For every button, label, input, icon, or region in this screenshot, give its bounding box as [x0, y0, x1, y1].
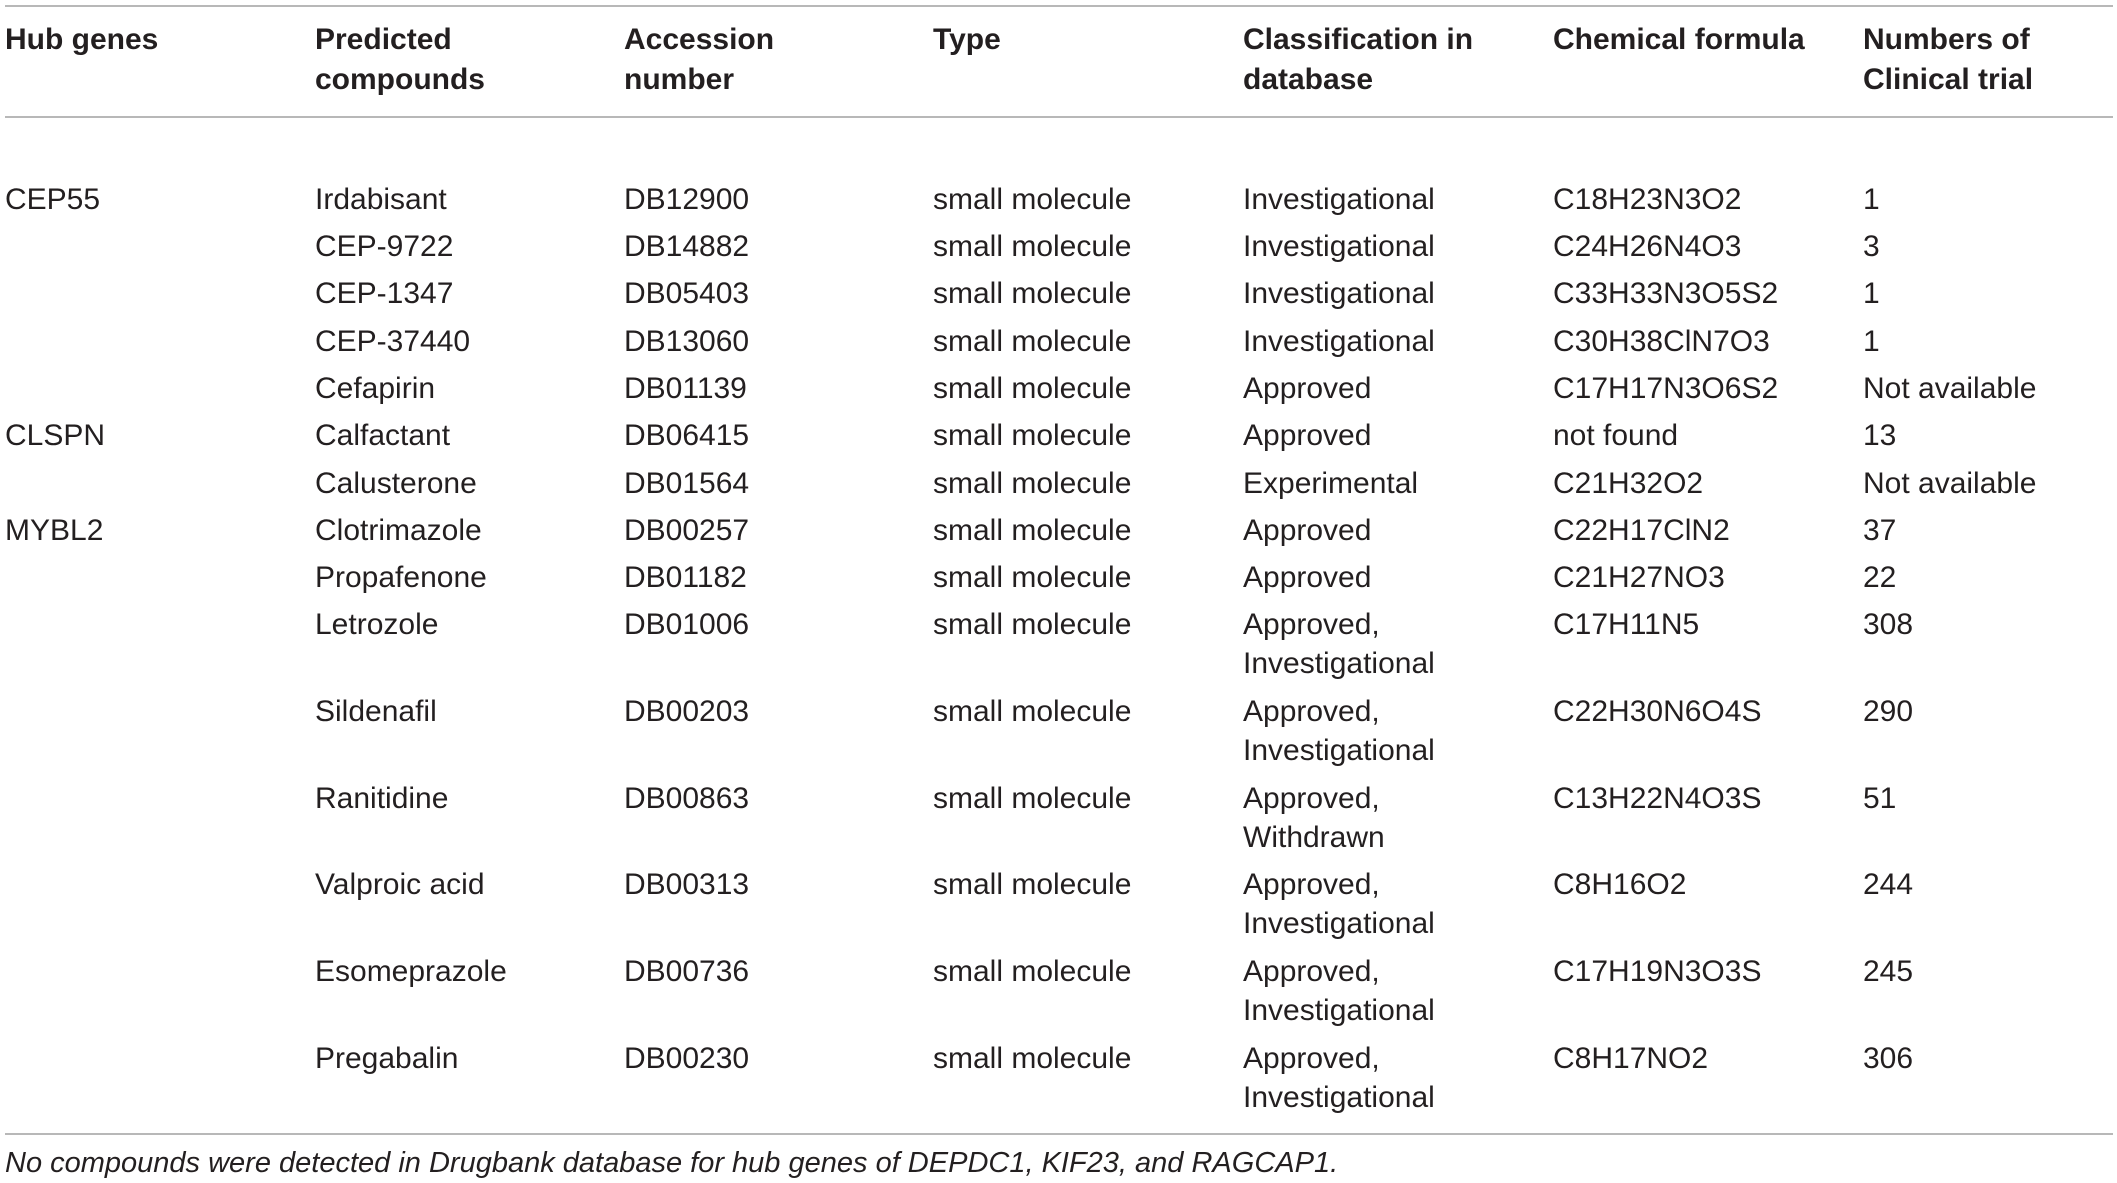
cell-formula: C21H32O2: [1553, 467, 1704, 500]
cell-trials: 1: [1863, 277, 1880, 310]
column-header-accession: Accession number: [624, 23, 775, 96]
cell-compound: Valproic acid: [315, 868, 485, 901]
cell-accession: DB01006: [624, 608, 750, 641]
cell-gene: CLSPN: [5, 419, 106, 452]
cell-classification: Approved: [1243, 419, 1372, 452]
cell-compound: Cefapirin: [315, 372, 436, 405]
cell-formula: C17H17N3O6S2: [1553, 372, 1779, 405]
cell-compound: Propafenone: [315, 561, 487, 594]
cell-compound: CEP-37440: [315, 325, 471, 358]
cell-classification: Investigational: [1243, 230, 1435, 263]
cell-accession: DB00313: [624, 868, 750, 901]
cell-accession: DB00863: [624, 782, 750, 815]
cell-trials: 244: [1863, 868, 1914, 901]
column-header-formula: Chemical formula: [1553, 23, 1805, 56]
column-header-type: Type: [933, 23, 1001, 56]
cell-trials: 245: [1863, 955, 1914, 988]
cell-compound: Sildenafil: [315, 695, 437, 728]
cell-type: small molecule: [933, 325, 1132, 358]
cell-accession: DB00736: [624, 955, 750, 988]
cell-classification: Approved, Withdrawn: [1243, 782, 1385, 854]
cell-type: small molecule: [933, 955, 1132, 988]
cell-accession: DB06415: [624, 419, 750, 452]
cell-type: small molecule: [933, 514, 1132, 547]
cell-formula: C17H11N5: [1553, 608, 1700, 641]
cell-trials: 13: [1863, 419, 1897, 452]
cell-trials: Not available: [1863, 467, 2037, 500]
cell-formula: C21H27NO3: [1553, 561, 1725, 594]
cell-accession: DB01139: [624, 372, 747, 405]
cell-formula: C8H17NO2: [1553, 1042, 1709, 1075]
cell-formula: C22H17ClN2: [1553, 514, 1730, 547]
cell-type: small molecule: [933, 561, 1132, 594]
cell-classification: Experimental: [1243, 467, 1419, 500]
cell-type: small molecule: [933, 277, 1132, 310]
cell-formula: C30H38ClN7O3: [1553, 325, 1770, 358]
cell-type: small molecule: [933, 868, 1132, 901]
cell-formula: C33H33N3O5S2: [1553, 277, 1779, 310]
table-header-rule: [5, 116, 2113, 118]
cell-type: small molecule: [933, 230, 1132, 263]
column-header-classification: Classification in database: [1243, 23, 1474, 96]
cell-classification: Investigational: [1243, 325, 1435, 358]
cell-accession: DB00257: [624, 514, 750, 547]
cell-accession: DB05403: [624, 277, 750, 310]
cell-type: small molecule: [933, 782, 1132, 815]
cell-accession: DB00230: [624, 1042, 750, 1075]
cell-trials: 37: [1863, 514, 1897, 547]
cell-compound: Letrozole: [315, 608, 439, 641]
cell-accession: DB12900: [624, 183, 750, 216]
cell-classification: Investigational: [1243, 183, 1435, 216]
cell-trials: 308: [1863, 608, 1914, 641]
cell-formula: C8H16O2: [1553, 868, 1687, 901]
cell-accession: DB00203: [624, 695, 750, 728]
cell-trials: Not available: [1863, 372, 2037, 405]
cell-compound: Calusterone: [315, 467, 477, 500]
cell-trials: 1: [1863, 183, 1880, 216]
cell-type: small molecule: [933, 608, 1132, 641]
column-header-compound: Predicted compounds: [315, 23, 485, 96]
cell-compound: CEP-1347: [315, 277, 454, 310]
cell-accession: DB01182: [624, 561, 747, 594]
column-header-gene: Hub genes: [5, 23, 159, 56]
cell-classification: Approved, Investigational: [1243, 608, 1435, 680]
cell-compound: Calfactant: [315, 419, 451, 452]
cell-type: small molecule: [933, 183, 1132, 216]
cell-compound: Pregabalin: [315, 1042, 459, 1075]
cell-type: small molecule: [933, 419, 1132, 452]
cell-formula: not found: [1553, 419, 1679, 452]
table-footnote: No compounds were detected in Drugbank database for hub genes of DEPDC1, KIF23, and RAGCAP1.: [5, 1147, 1339, 1179]
column-header-trials: Numbers of Clinical trial: [1863, 23, 2034, 96]
cell-trials: 51: [1863, 782, 1897, 815]
cell-classification: Approved: [1243, 561, 1372, 594]
cell-accession: DB01564: [624, 467, 750, 500]
cell-type: small molecule: [933, 695, 1132, 728]
cell-trials: 3: [1863, 230, 1880, 263]
cell-classification: Approved, Investigational: [1243, 1042, 1435, 1114]
cell-compound: CEP-9722: [315, 230, 454, 263]
cell-compound: Irdabisant: [315, 183, 447, 216]
cell-type: small molecule: [933, 372, 1132, 405]
cell-classification: Approved, Investigational: [1243, 955, 1435, 1027]
cell-classification: Approved: [1243, 514, 1372, 547]
cell-compound: Clotrimazole: [315, 514, 482, 547]
cell-compound: Ranitidine: [315, 782, 449, 815]
cell-trials: 306: [1863, 1042, 1914, 1075]
cell-classification: Approved, Investigational: [1243, 695, 1435, 767]
cell-trials: 290: [1863, 695, 1914, 728]
cell-type: small molecule: [933, 467, 1132, 500]
cell-accession: DB14882: [624, 230, 750, 263]
cell-compound: Esomeprazole: [315, 955, 507, 988]
cell-formula: C13H22N4O3S: [1553, 782, 1762, 815]
cell-classification: Approved: [1243, 372, 1372, 405]
cell-classification: Investigational: [1243, 277, 1435, 310]
cell-gene: MYBL2: [5, 514, 104, 547]
table-top-rule: [5, 5, 2113, 7]
cell-trials: 1: [1863, 325, 1880, 358]
cell-classification: Approved, Investigational: [1243, 868, 1435, 940]
cell-type: small molecule: [933, 1042, 1132, 1075]
cell-formula: C18H23N3O2: [1553, 183, 1742, 216]
cell-formula: C17H19N3O3S: [1553, 955, 1762, 988]
cell-formula: C22H30N6O4S: [1553, 695, 1762, 728]
cell-formula: C24H26N4O3: [1553, 230, 1742, 263]
cell-trials: 22: [1863, 561, 1897, 594]
table-bottom-rule: [5, 1133, 2113, 1135]
cell-accession: DB13060: [624, 325, 750, 358]
cell-gene: CEP55: [5, 183, 101, 216]
